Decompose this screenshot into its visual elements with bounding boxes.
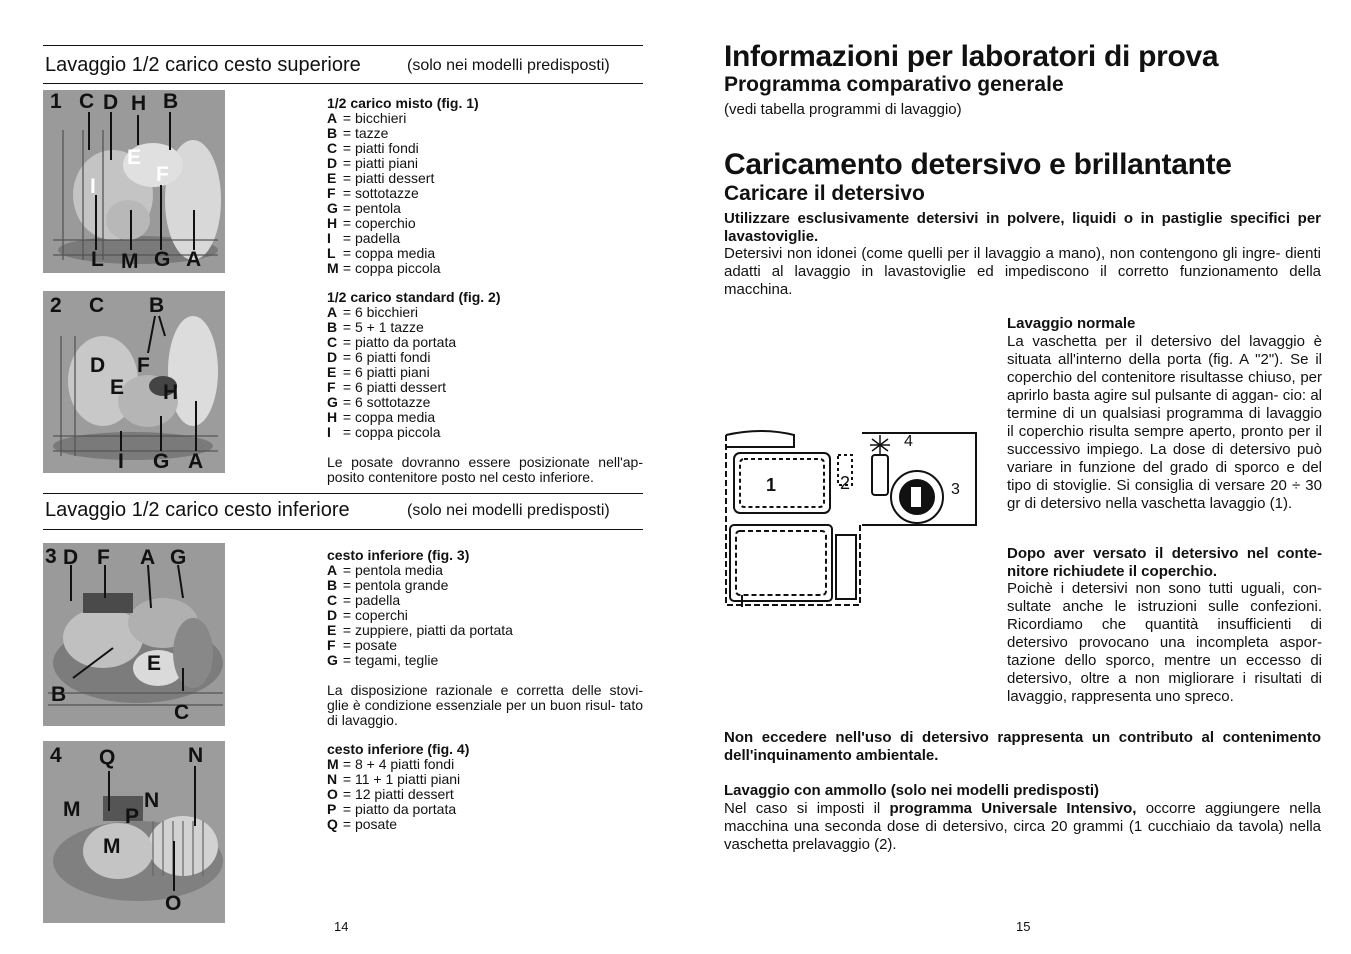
fig3-label-D: D <box>63 546 79 569</box>
intro-text: Detersivi non idonei (come quelli per il lavaggio a mano), non contengono gli ingre- dienti adatti al lavaggio in lavastoviglie ed impediscono il corretto funzionamento della macchina. <box>724 245 1321 298</box>
legend-value: = piatto da portata <box>342 334 457 350</box>
legend-item <box>327 817 647 832</box>
legend-value: = 6 bicchieri <box>342 304 418 320</box>
legend-item <box>327 261 647 276</box>
legend-key: F <box>327 185 336 201</box>
legend-item <box>327 578 643 593</box>
legend-value: = posate <box>342 816 397 832</box>
legend-value: = coppa piccola <box>342 260 441 276</box>
legend-item <box>327 126 647 141</box>
legend-item <box>327 757 647 772</box>
section1-note: (solo nei modelli predisposti) <box>407 57 610 74</box>
legend-item <box>327 772 647 787</box>
legend-value: = coppa media <box>342 409 436 425</box>
fig4-label-N-mid: N <box>144 789 160 812</box>
legend-value: = coperchio <box>342 215 416 231</box>
legend-item <box>327 608 643 623</box>
fig1-label-D: D <box>103 91 119 114</box>
legend-item <box>327 425 643 440</box>
section2-note: (solo nei modelli predisposti) <box>407 502 610 519</box>
legend-value: = piatti dessert <box>342 170 435 186</box>
legend-key: D <box>327 607 338 623</box>
section2-top-rule <box>43 493 643 494</box>
fig4-label-O: O <box>165 892 182 915</box>
diagram-label-4: 4 <box>904 433 913 450</box>
section1-rule <box>43 83 643 84</box>
legend-item <box>327 231 647 246</box>
fig4-label-M-mid: M <box>103 835 121 858</box>
fig2-label-C: C <box>89 294 105 317</box>
legend-value: = 6 sottotazze <box>342 394 431 410</box>
figure-4-drawing <box>43 741 225 923</box>
legend-value: = pentola media <box>342 562 443 578</box>
figure-3-photo <box>43 543 225 726</box>
legend-value: = 5 + 1 tazze <box>342 319 424 335</box>
fig3-label-C: C <box>174 701 190 724</box>
figure-3-legend <box>327 548 643 728</box>
legend-key: A <box>327 562 338 578</box>
legend-key: D <box>327 349 338 365</box>
diagram-label-2: 2 <box>840 473 851 493</box>
heading-caricamento: Caricamento detersivo e brillantante <box>724 148 1232 181</box>
soak-title: Lavaggio con ammollo (solo nei modelli predisposti) <box>724 782 1100 799</box>
legend-key: G <box>327 394 338 410</box>
figure-2-legend <box>327 290 643 485</box>
legend-item <box>327 410 643 425</box>
legend-key: C <box>327 334 338 350</box>
legend-item <box>327 563 643 578</box>
legend-item <box>327 171 647 186</box>
legend-key: E <box>327 622 337 638</box>
legend-key: G <box>327 200 338 216</box>
fig3-label-G: G <box>170 546 187 569</box>
heading-informazioni: Informazioni per laboratori di prova <box>724 40 1219 73</box>
legend-item <box>327 201 647 216</box>
legend-key: M <box>327 260 339 276</box>
legend-3-note: La disposizione razionale e corretta delle stovi- glie è condizione essenziale per un buon risul- tato di lavaggio. <box>327 682 643 728</box>
legend-value: = 11 + 1 piatti piani <box>342 771 461 787</box>
diagram-label-1: 1 <box>766 475 777 495</box>
legend-item <box>327 653 643 668</box>
legend-key: N <box>327 771 338 787</box>
left-page-number: 14 <box>334 919 349 934</box>
figure-1-drawing <box>43 90 225 273</box>
legend-value: = coppa piccola <box>342 424 441 440</box>
legend-value: = 12 piatti dessert <box>342 786 454 802</box>
fig2-label-D: D <box>90 354 106 377</box>
fig1-label-I: I <box>90 175 96 198</box>
legend-2-list <box>327 305 643 440</box>
legend-value: = pentola grande <box>342 577 449 593</box>
figure-3-drawing <box>43 543 225 726</box>
legend-value: = posate <box>342 637 397 653</box>
figure-2-photo <box>43 291 225 473</box>
top-rule <box>43 45 643 46</box>
legend-item <box>327 395 643 410</box>
fig2-label-G: G <box>153 450 170 473</box>
legend-key: F <box>327 379 336 395</box>
legend-value: = coppa media <box>342 245 436 261</box>
legend-value: = pentola <box>342 200 401 216</box>
sub-note: (vedi tabella programmi di lavaggio) <box>724 101 962 118</box>
soak-text-program: programma Universale Intensivo, <box>889 800 1137 817</box>
legend-value: = padella <box>342 230 401 246</box>
figure-1-legend <box>327 96 647 276</box>
legend-value: = bicchieri <box>342 110 407 126</box>
legend-key: B <box>327 577 338 593</box>
fig1-label-E: E <box>127 146 142 169</box>
fig1-label-A: A <box>186 248 202 271</box>
legend-value: = sottotazze <box>342 185 419 201</box>
right-page-number: 15 <box>1016 919 1031 934</box>
detergent-dispenser-diagram <box>722 425 979 611</box>
fig4-label-M-left: M <box>63 798 81 821</box>
legend-item <box>327 380 643 395</box>
figure-3-number: 3 <box>45 545 57 568</box>
fig1-label-B: B <box>163 90 179 113</box>
legend-value: = piatto da portata <box>342 801 457 817</box>
legend-key: B <box>327 319 338 335</box>
legend-value: = piatti fondi <box>342 140 419 156</box>
legend-key: E <box>327 170 337 186</box>
soak-text-pre: Nel caso si imposti il <box>724 800 881 817</box>
fig1-label-H: H <box>131 92 147 115</box>
legend-3-list <box>327 563 643 668</box>
fig1-label-F: F <box>156 163 169 186</box>
legend-key: M <box>327 756 339 772</box>
fig1-label-M: M <box>121 250 139 273</box>
legend-value: = 6 piatti fondi <box>342 349 431 365</box>
fig3-label-E: E <box>147 652 162 675</box>
legend-2-title: 1/2 carico standard (fig. 2) <box>327 289 501 305</box>
subheading-programma: Programma comparativo generale <box>724 73 1064 96</box>
legend-3-title: cesto inferiore (fig. 3) <box>327 547 470 563</box>
section2-title: Lavaggio 1/2 carico cesto inferiore <box>45 499 350 521</box>
legend-value: = tazze <box>342 125 389 141</box>
figure-4-photo <box>43 741 225 923</box>
legend-key: O <box>327 786 338 802</box>
normal-wash-title: Lavaggio normale <box>1007 315 1136 332</box>
legend-item <box>327 305 643 320</box>
legend-key: A <box>327 304 338 320</box>
legend-key: I <box>327 230 331 246</box>
soak-text-post: occorre aggiungere nella macchina una seconda dose di detersivo, circa 20 grammi (1 cucchiaio da tavola) nella vaschetta prelavaggio (2). <box>724 800 1321 853</box>
fig1-label-G: G <box>154 248 171 271</box>
fig3-label-B: B <box>51 683 67 706</box>
normal-wash-text: La vaschetta per il detersivo del lavaggio è situata all'interno della porta (fig. A "2"). Se il coperchio del contenitore risultasse chiuso, per aprirlo basta agire sul pulsante di aggan- cio: al termine di un qualsiasi programma di lavaggio il coperchio risulta sempre aperto, pronto per il successivo impiego. La dose di detersivo può variare in funzione del grado di sporco e del tipo di stoviglie. Si consiglia di versare 20 ÷ 30 gr di detersivo nella vaschetta lavaggio (1). <box>1007 333 1322 512</box>
diagram-label-3: 3 <box>951 481 960 498</box>
bold-intro: Utilizzare esclusivamente detersivi in polvere, liquidi o in pastiglie specifici per lavastoviglie. <box>724 210 1321 245</box>
figure-4-legend <box>327 742 647 832</box>
dispenser-drawing <box>722 425 979 611</box>
legend-item <box>327 623 643 638</box>
fig4-label-P: P <box>125 805 140 828</box>
legend-value: = coperchi <box>342 607 408 623</box>
fig3-label-A: A <box>140 546 156 569</box>
after-dosing-bold: Dopo aver versato il detersivo nel conte- nitore richiudete il coperchio. <box>1007 545 1322 580</box>
legend-key: I <box>327 424 331 440</box>
legend-1-title: 1/2 carico misto (fig. 1) <box>327 95 479 111</box>
legend-item <box>327 141 647 156</box>
fig1-label-C: C <box>79 90 95 113</box>
legend-item <box>327 156 647 171</box>
figure-2-number: 2 <box>50 294 62 317</box>
fig4-label-Q: Q <box>99 746 116 769</box>
legend-item <box>327 593 643 608</box>
soak-text <box>724 800 1321 854</box>
fig2-label-B: B <box>149 294 165 317</box>
after-dosing-text: Poichè i detersivi non sono tutti uguali, con- sultate anche le istruzioni sulle confezioni. Ricordiamo che quantità insufficienti di detersivo provocano una incompleta aspor- tazione dello sporco, mentre un eccesso di detersivo, oltre a non migliorare i risultati di lavaggio, rappresenta uno spreco. <box>1007 580 1322 705</box>
figure-4-number: 4 <box>50 744 62 767</box>
environment-note: Non eccedere nell'uso di detersivo rappresenta un contributo al contenimento dell'inquinamento ambientale. <box>724 729 1321 764</box>
legend-value: = zuppiere, piatti da portata <box>342 622 513 638</box>
fig2-label-F: F <box>137 354 150 377</box>
legend-item <box>327 216 647 231</box>
fig2-label-I: I <box>118 450 124 473</box>
legend-key: P <box>327 801 337 817</box>
legend-item <box>327 802 647 817</box>
legend-item <box>327 320 643 335</box>
legend-item <box>327 335 643 350</box>
legend-key: F <box>327 637 336 653</box>
legend-key: L <box>327 245 336 261</box>
figure-1-number: 1 <box>50 90 62 113</box>
legend-item <box>327 246 647 261</box>
legend-key: G <box>327 652 338 668</box>
legend-2-note: Le posate dovranno essere posizionate nell'ap- posito contenitore posto nel cesto inferiore. <box>327 454 643 485</box>
legend-value: = piatti piani <box>342 155 418 171</box>
legend-item <box>327 638 643 653</box>
legend-value: = 8 + 4 piatti fondi <box>342 756 455 772</box>
legend-key: E <box>327 364 337 380</box>
legend-4-list <box>327 757 647 832</box>
legend-key: A <box>327 110 338 126</box>
legend-key: Q <box>327 816 338 832</box>
fig2-label-H: H <box>163 381 179 404</box>
legend-4-title: cesto inferiore (fig. 4) <box>327 741 470 757</box>
fig2-label-E: E <box>110 376 125 399</box>
legend-item <box>327 186 647 201</box>
legend-item <box>327 111 647 126</box>
fig3-label-F: F <box>97 546 110 569</box>
legend-item <box>327 350 643 365</box>
figure-1-photo <box>43 90 225 273</box>
legend-key: C <box>327 592 338 608</box>
legend-key: D <box>327 155 338 171</box>
fig1-label-L: L <box>91 248 104 271</box>
legend-1-list <box>327 111 647 276</box>
legend-key: H <box>327 215 338 231</box>
legend-item <box>327 365 643 380</box>
fig2-label-A: A <box>188 450 204 473</box>
legend-value: = 6 piatti dessert <box>342 379 447 395</box>
legend-key: C <box>327 140 338 156</box>
legend-item <box>327 787 647 802</box>
legend-key: H <box>327 409 338 425</box>
figure-2-drawing <box>43 291 225 473</box>
subheading-caricare: Caricare il detersivo <box>724 182 925 205</box>
legend-value: = tegami, teglie <box>342 652 439 668</box>
section1-title: Lavaggio 1/2 carico cesto superiore <box>45 54 361 76</box>
legend-value: = 6 piatti piani <box>342 364 430 380</box>
legend-key: B <box>327 125 338 141</box>
fig4-label-N-top: N <box>188 744 204 767</box>
legend-value: = padella <box>342 592 401 608</box>
section2-rule <box>43 529 643 530</box>
